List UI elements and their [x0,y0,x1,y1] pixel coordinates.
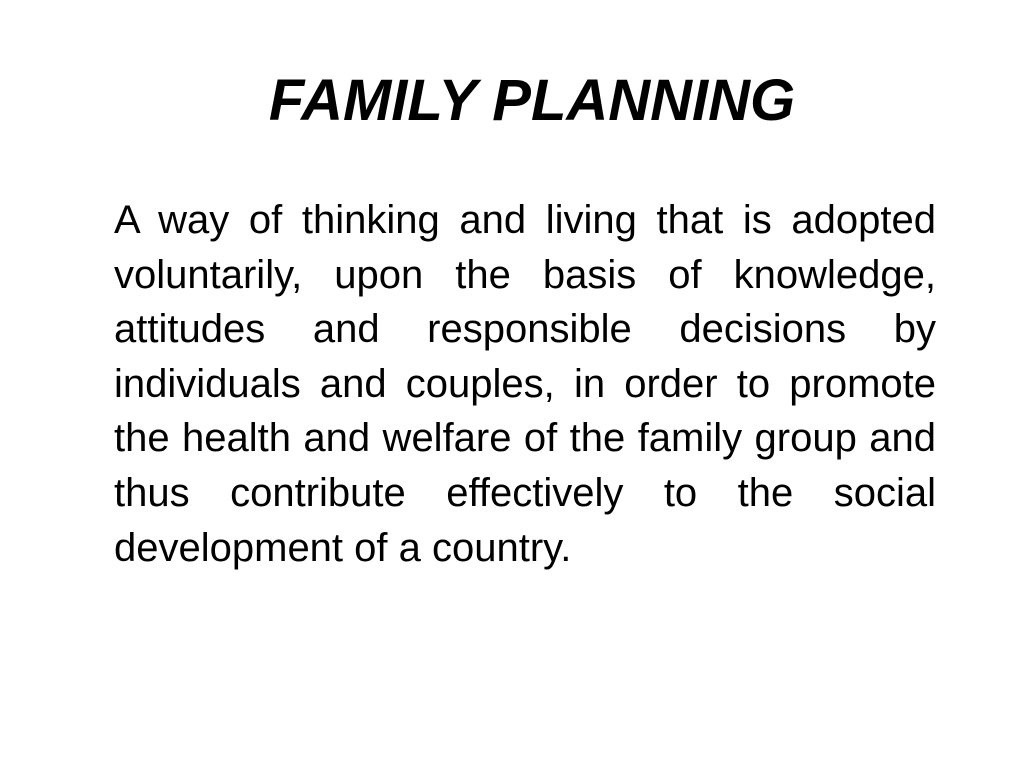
definition-paragraph: A way of thinking and living that is adopted voluntarily, upon the basis of knowledge, attitudes and responsible decisions by individuals and couples, in order to promote the health and welfare of the family group and thus contribute effectively to the social development of a country. [114,198,936,570]
slide-title: FAMILY PLANNING [268,68,796,133]
